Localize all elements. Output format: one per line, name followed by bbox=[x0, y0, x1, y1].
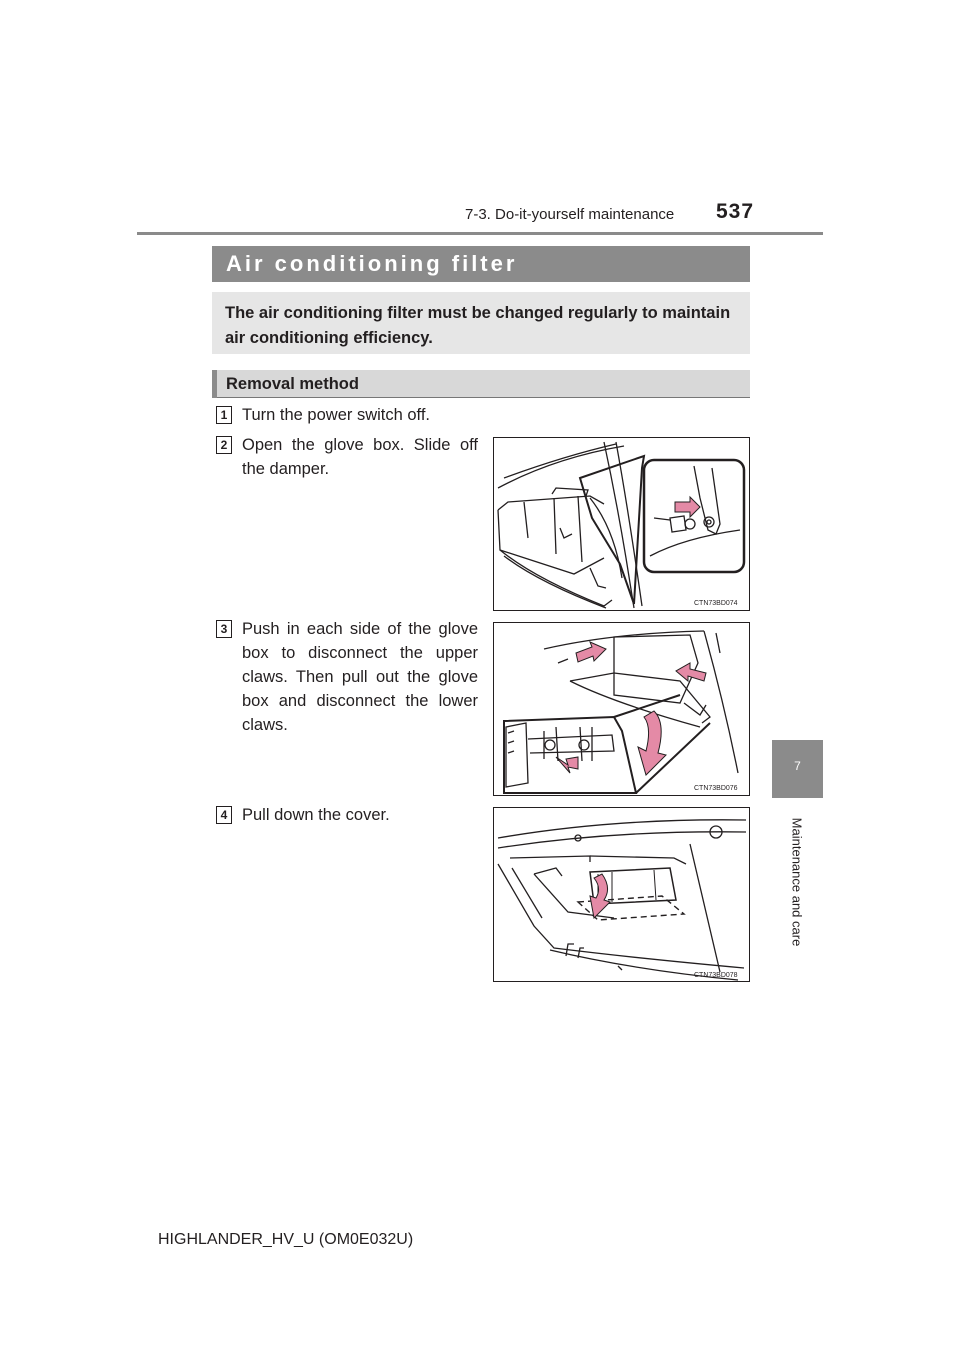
filter-cover-illustration bbox=[494, 808, 750, 982]
step-text: Push in each side of the glove box to disconnect the upper claws. Then pull out the glove box and disconnect the lower claws. bbox=[242, 620, 478, 734]
subsection-title: Removal method bbox=[226, 375, 359, 393]
figure-filter-cover bbox=[493, 807, 750, 982]
step-number: 2 bbox=[216, 436, 232, 454]
title-bar bbox=[212, 246, 750, 282]
intro-text: The air conditioning filter must be changed regularly to maintain air conditioning efficiency. bbox=[225, 304, 731, 347]
subsection-bar bbox=[212, 370, 750, 398]
chapter-label-box bbox=[764, 806, 830, 958]
footer-model: HIGHLANDER_HV_U (OM0E032U) bbox=[158, 1231, 414, 1248]
figure-code: CTN73BD074 bbox=[694, 600, 738, 607]
figure-glove-box-damper bbox=[493, 437, 750, 611]
figure-glove-box-claws bbox=[493, 622, 750, 796]
header-rule bbox=[137, 232, 823, 235]
step-text: Pull down the cover. bbox=[242, 806, 390, 824]
subsection-mark bbox=[212, 370, 217, 398]
figure-code: CTN73BD076 bbox=[694, 785, 738, 792]
step-number: 1 bbox=[216, 406, 232, 424]
intro-box bbox=[212, 292, 750, 354]
page-number: 537 bbox=[716, 200, 755, 223]
chapter-label: Maintenance and care bbox=[789, 817, 805, 947]
page-title: Air conditioning filter bbox=[226, 251, 518, 276]
glove-box-claws-illustration bbox=[494, 623, 750, 796]
step-number: 4 bbox=[216, 806, 232, 824]
chapter-number: 7 bbox=[794, 759, 801, 773]
figure-code: CTN73BD078 bbox=[694, 972, 738, 979]
step-text: Turn the power switch off. bbox=[242, 406, 431, 424]
step-text: Open the glove box. Slide off the damper. bbox=[242, 436, 478, 478]
section-heading: 7-3. Do-it-yourself maintenance bbox=[465, 206, 675, 223]
chapter-tab bbox=[772, 740, 823, 798]
glove-box-damper-illustration bbox=[494, 438, 750, 611]
step-number: 3 bbox=[216, 620, 232, 638]
